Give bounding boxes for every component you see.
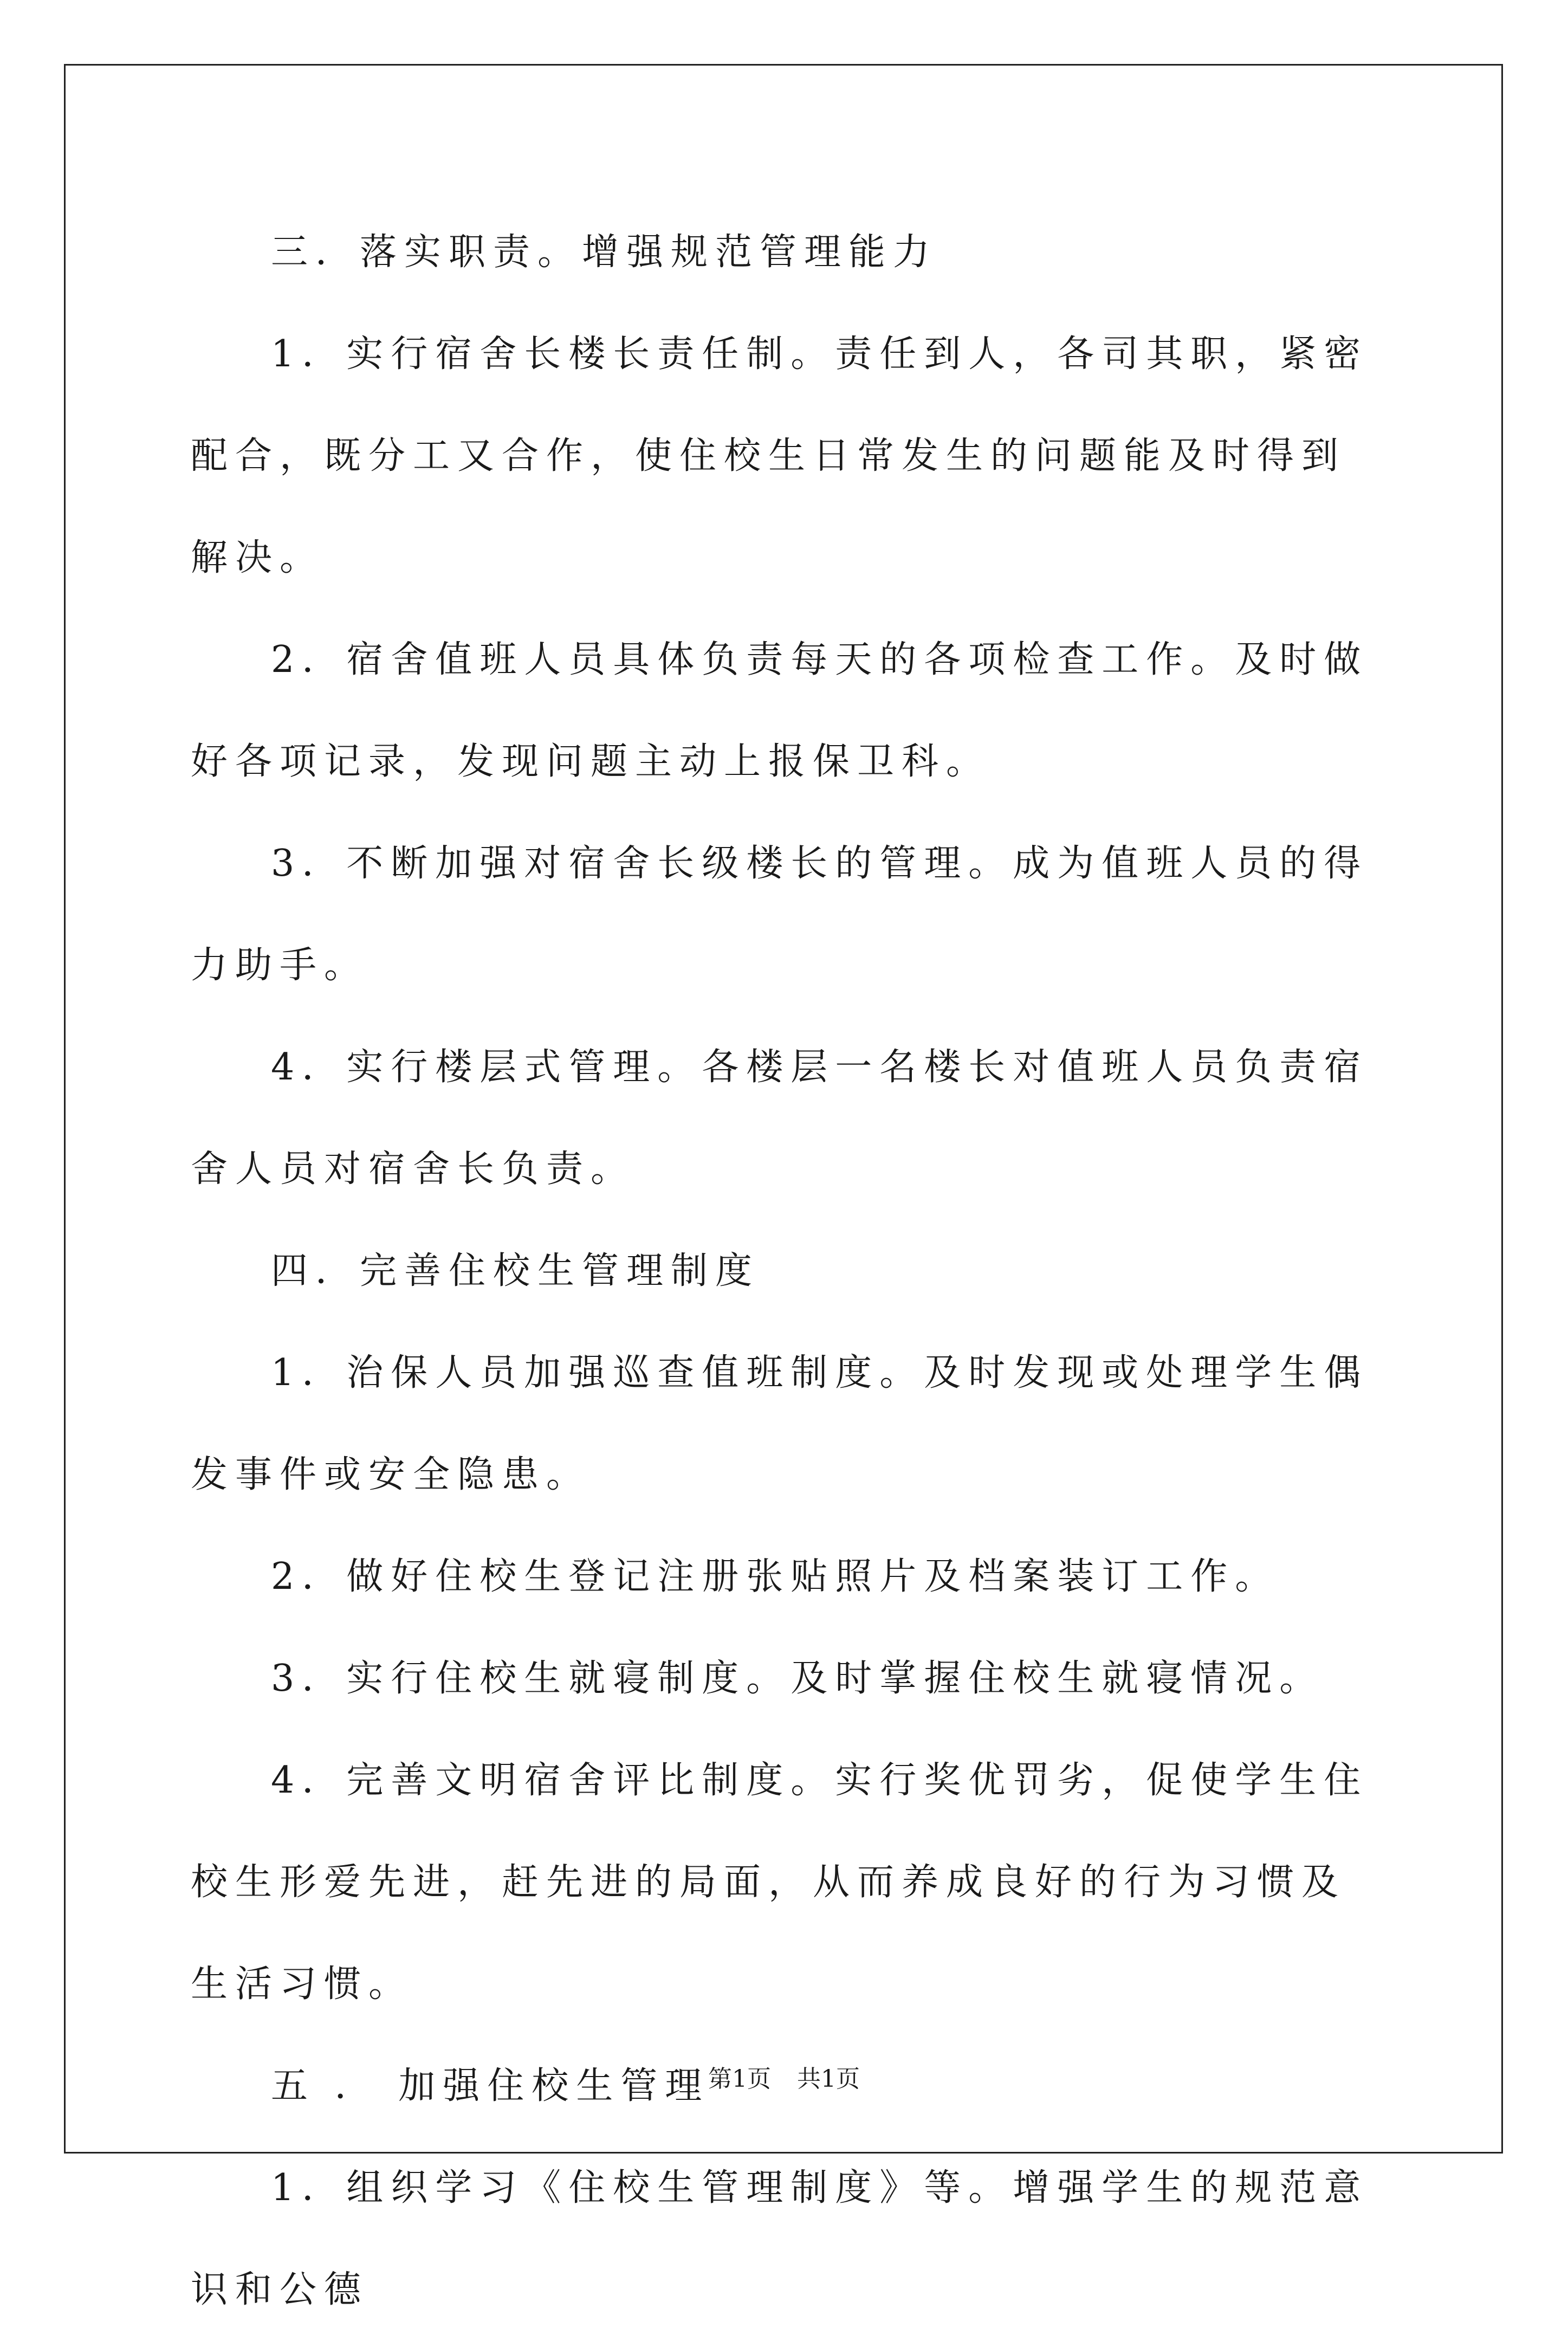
paragraph: 2．做好住校生登记注册张贴照片及档案装订工作。 — [271, 1555, 1280, 1598]
section-heading-3: 三．落实职责。增强规范管理能力 — [271, 231, 938, 274]
paragraph: 1．实行宿舍长楼长责任制。责任到人，各司其职，紧密配合，既分工又合作，使住校生日常发生的问题能及时得到解决。 — [191, 333, 1369, 579]
page-number: 第1页 — [708, 2065, 771, 2093]
paragraph: 4．实行楼层式管理。各楼层一名楼长对值班人员负责宿舍人员对宿舍长负责。 — [191, 1046, 1369, 1191]
paragraph: 4．完善文明宿舍评比制度。实行奖优罚劣，促使学生住校生形爱先进，赶先进的局面，从而养成良好的行为习惯及生活习惯。 — [191, 1759, 1369, 2006]
paragraph: 3．实行住校生就寝制度。及时掌握住校生就寝情况。 — [271, 1657, 1324, 1700]
page-total: 共1页 — [797, 2065, 860, 2093]
paragraph: 3．不断加强对宿舍长级楼长的管理。成为值班人员的得力助手。 — [191, 842, 1369, 987]
document-body — [191, 202, 1383, 2341]
paragraph: 1．治保人员加强巡查值班制度。及时发现或处理学生偶发事件或安全隐患。 — [191, 1351, 1369, 1496]
page-footer — [0, 2059, 1568, 2094]
section-heading-5: 五 ． 加强住校生管理 — [271, 2065, 710, 2107]
section-heading-4: 四．完善住校生管理制度 — [271, 1250, 760, 1292]
paragraph: 1．组织学习《住校生管理制度》等。增强学生的规范意识和公德 — [191, 2167, 1369, 2311]
paragraph: 2．宿舍值班人员具体负责每天的各项检查工作。及时做好各项记录，发现问题主动上报保卫科。 — [191, 638, 1369, 783]
